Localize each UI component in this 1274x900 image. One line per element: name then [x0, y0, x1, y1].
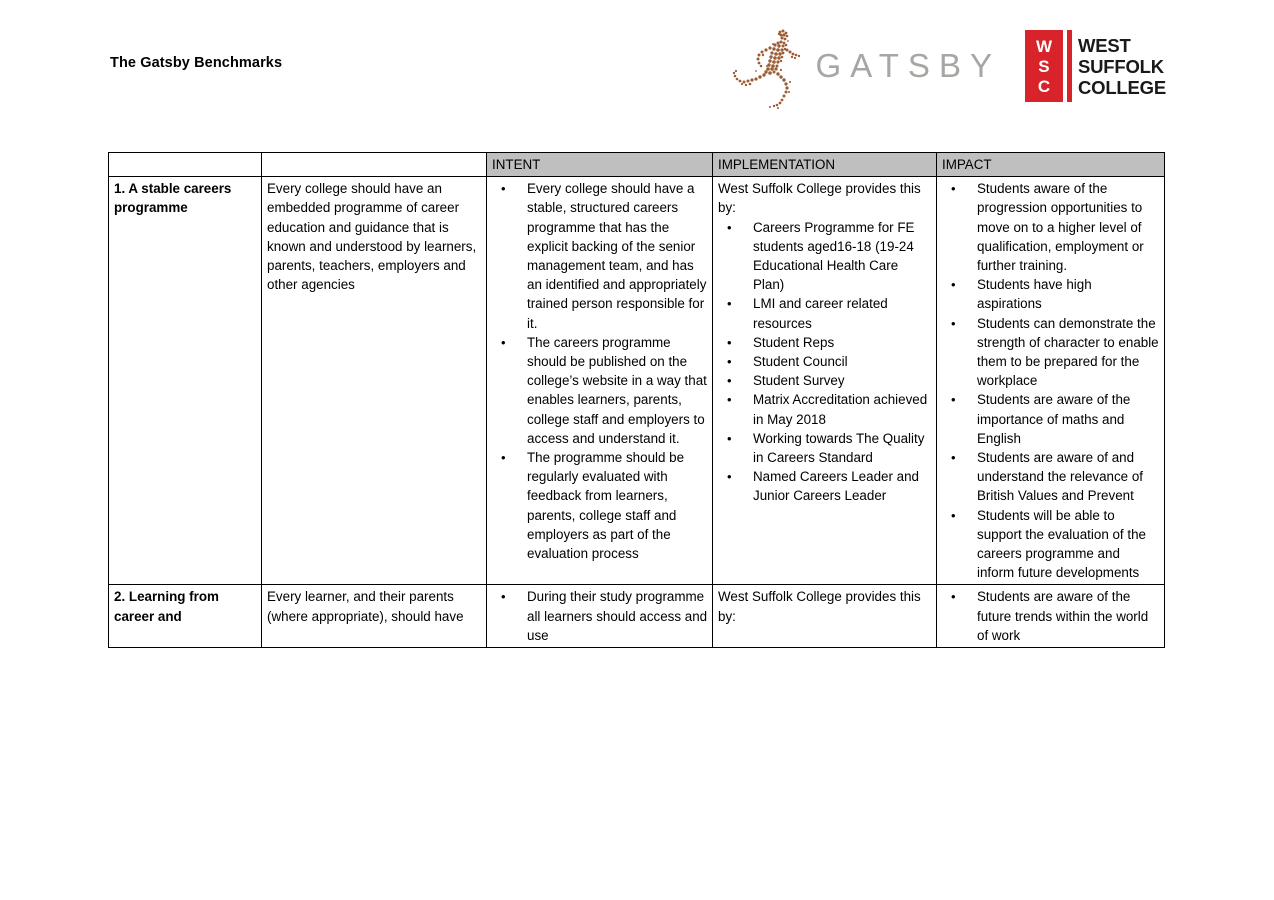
wsc-name-line-3: COLLEGE: [1077, 76, 1166, 98]
impact-cell: [937, 585, 1165, 648]
list-item: • Student Reps: [740, 333, 932, 352]
page-header: [0, 0, 1274, 130]
list-item: • The careers programme should be published on the college’s website in a way that enables learners, parents, college staff and employers to access and understand it.: [514, 333, 708, 448]
list-item: • During their study programme all learners should access and use: [514, 587, 708, 645]
benchmark-name-cell: 1. A stable careers programme: [109, 177, 262, 585]
list-item: • Students will be able to support the evaluation of the careers programme and inform future developments: [964, 506, 1160, 583]
list-item: • Named Careers Leader and Junior Careers Leader: [740, 467, 932, 505]
wsc-divider-bar: [1067, 30, 1072, 102]
table-header-row: [109, 153, 1165, 177]
benchmark-description-cell: Every learner, and their parents (where appropriate), should have: [262, 585, 487, 648]
table-row: [109, 585, 1165, 648]
wsc-letter-s: S: [1038, 56, 1050, 76]
impact-bullet-list: [942, 587, 1160, 645]
list-item: • Every college should have a stable, structured careers programme that has the explicit backing of the senior management team, and has an identified and appropriately trained person responsible for it.: [514, 179, 708, 333]
list-item: • Students are aware of the importance of maths and English: [964, 390, 1160, 448]
page-title: The Gatsby Benchmarks: [110, 55, 283, 71]
list-item: • Careers Programme for FE students aged16-18 (19-24 Educational Health Care Plan): [740, 218, 932, 295]
logo-group: [726, 22, 1166, 110]
benchmark-name-cell: 2. Learning from career and: [109, 585, 262, 648]
wsc-letter-c: C: [1037, 76, 1051, 96]
list-item: • Student Council: [740, 352, 932, 371]
table-header: [109, 153, 1165, 177]
column-header-benchmark: [109, 153, 262, 177]
column-header-impact: IMPACT: [937, 153, 1165, 177]
wsc-name-line-2: SUFFOLK: [1077, 55, 1164, 77]
implementation-bullet-list: [718, 218, 932, 506]
benchmark-description-cell: Every college should have an embedded programme of career education and guidance that is known and understood by learners, parents, teachers, employers and other agencies: [262, 177, 487, 585]
list-item: • Student Survey: [740, 371, 932, 390]
implementation-cell: [713, 177, 937, 585]
implementation-cell: [713, 585, 937, 648]
list-item: • Students are aware of the future trends within the world of work: [964, 587, 1160, 645]
list-item: • Students are aware of and understand the relevance of British Values and Prevent: [964, 448, 1160, 506]
list-item: • LMI and career related resources: [740, 294, 932, 332]
gatsby-logo: [726, 22, 1001, 110]
implementation-lead-text: West Suffolk College provides this by:: [718, 181, 921, 216]
intent-cell: [487, 585, 713, 648]
column-header-description: [262, 153, 487, 177]
list-item: • Students have high aspirations: [964, 275, 1160, 313]
wsc-letter-w: W: [1035, 36, 1052, 56]
gatsby-wordmark: GATSBY: [815, 47, 1001, 84]
column-header-intent: INTENT: [487, 153, 713, 177]
gatsby-benchmarks-table: [108, 152, 1165, 648]
list-item: • The programme should be regularly evaluated with feedback from learners, parents, college staff and employers as part of the evaluation process: [514, 448, 708, 563]
wsc-name-block: [1078, 30, 1166, 102]
intent-cell: [487, 177, 713, 585]
list-item: • Working towards The Quality in Careers Standard: [740, 429, 932, 467]
column-header-implementation: IMPLEMENTATION: [713, 153, 937, 177]
implementation-lead-text: West Suffolk College provides this by:: [718, 589, 921, 624]
list-item: • Matrix Accreditation achieved in May 2018: [740, 390, 932, 428]
impact-cell: [937, 177, 1165, 585]
impact-bullet-list: [942, 179, 1160, 582]
intent-bullet-list: [492, 587, 708, 645]
running-figure-icon: [726, 22, 806, 110]
west-suffolk-college-logo: [1025, 30, 1166, 102]
list-item: • Students can demonstrate the strength of character to enable them to be prepared for the workplace: [964, 314, 1160, 391]
list-item: • Students aware of the progression opportunities to move on to a higher level of qualification, employment or further training.: [964, 179, 1160, 275]
wsc-monogram-block: [1025, 30, 1063, 102]
table-body: [109, 177, 1165, 648]
intent-bullet-list: [492, 179, 708, 563]
table-row: [109, 177, 1165, 585]
wsc-name-line-1: WEST: [1077, 34, 1131, 56]
